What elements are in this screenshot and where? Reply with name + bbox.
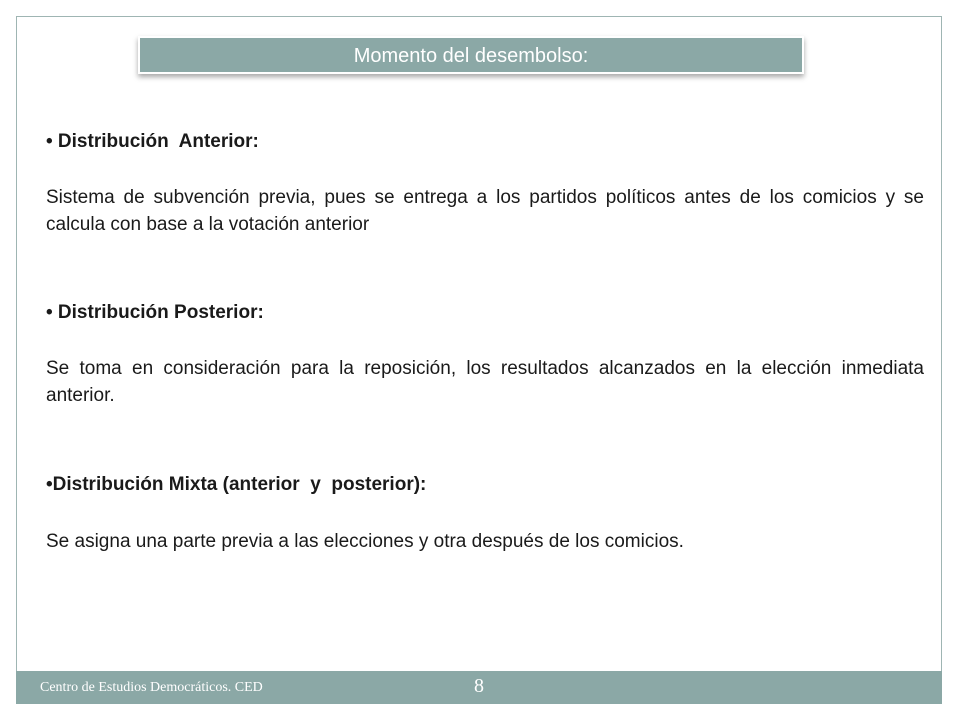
section-heading-posterior: • Distribución Posterior: xyxy=(46,302,264,323)
section-body-posterior: Se toma en consideración para la reposición, los resultados alcanzados en la elección inmediata anterior. xyxy=(46,358,924,406)
section-heading-anterior: • Distribución Anterior: xyxy=(46,131,259,152)
footer-organization: Centro de Estudios Democráticos. CED xyxy=(40,680,263,695)
section-heading-mixta: •Distribución Mixta (anterior y posterior): xyxy=(46,474,427,495)
footer-bar xyxy=(16,671,942,704)
section-body-anterior: Sistema de subvención previa, pues se entrega a los partidos políticos antes de los comicios y se calcula con base a la votación anterior xyxy=(46,187,924,235)
section-body-mixta: Se asigna una parte previa a las elecciones y otra después de los comicios. xyxy=(46,531,684,552)
slide-title: Momento del desembolso: xyxy=(138,36,804,74)
page-number: 8 xyxy=(474,675,484,697)
